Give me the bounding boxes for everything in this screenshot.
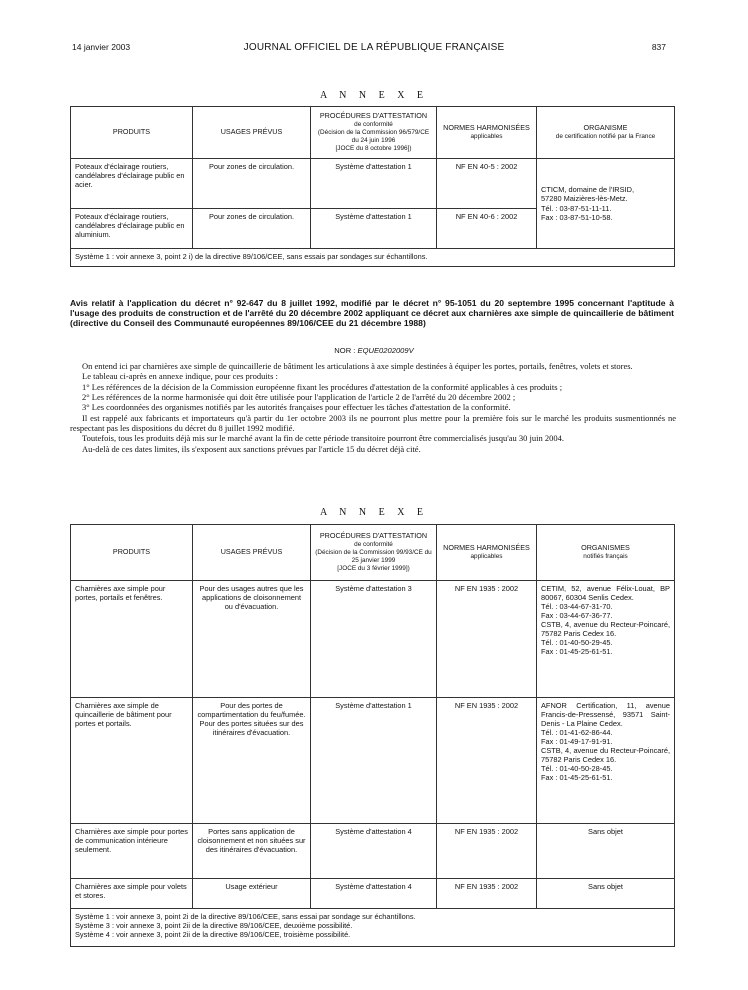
col-procedures-sub2: (Décision de la Commission 99/93/CE du 25 janvier 1999 bbox=[315, 549, 432, 564]
avis-body bbox=[70, 361, 676, 454]
col-procedures-sub3: [JOCE du 3 février 1999]) bbox=[337, 564, 410, 572]
cell-procedure: Système d'attestation 3 bbox=[311, 581, 437, 698]
paragraph: On entend ici par charnières axe simple de quincaillerie de bâtiment les articulations à axe simple destinées à équiper les portes, portails, fenêtres, volets et stores. bbox=[82, 361, 633, 371]
organisme-line: Tél. : 03-44-67-31-70. bbox=[541, 602, 613, 612]
col-normes bbox=[437, 525, 537, 581]
cell-usage: Usage extérieur bbox=[193, 879, 311, 909]
col-normes-sub: applicables bbox=[470, 132, 503, 140]
annex-2-note: Système 4 : voir annexe 3, point 2ii de la directive 89/106/CEE, troisième possibilité. bbox=[75, 930, 351, 940]
col-procedures bbox=[311, 525, 437, 581]
annex-2-title: A N N E X E bbox=[319, 507, 429, 518]
annex-1-note: Système 1 : voir annexe 3, point 2 i) de la directive 89/106/CEE, sans essais par sondages sur échantillons. bbox=[71, 249, 675, 267]
col-normes-sub: applicables bbox=[470, 552, 503, 560]
annex-1-header-row bbox=[71, 107, 675, 159]
cell-produit: Poteaux d'éclairage routiers, candélabres d'éclairage public en aluminium. bbox=[71, 209, 193, 249]
organisme-line: Fax : 01-45-25-61-51. bbox=[541, 647, 613, 657]
organisme-line: Tél. : 01-40-50-28-45. bbox=[541, 764, 613, 774]
cell-usage: Pour zones de circulation. bbox=[193, 159, 311, 209]
cell-produit: Poteaux d'éclairage routiers, candélabres d'éclairage public en acier. bbox=[71, 159, 193, 209]
annex-2-note: Système 1 : voir annexe 3, point 2i de la directive 89/106/CEE, sans essai par sondage sur échantillons. bbox=[75, 912, 416, 921]
table-row bbox=[71, 698, 675, 824]
organisme-line: Fax : 03-87-51-10-58. bbox=[541, 212, 613, 222]
nor-value: EQUE0202009V bbox=[357, 346, 414, 355]
col-usages: USAGES PRÉVUS bbox=[193, 107, 311, 159]
col-procedures-sub1: de conformité bbox=[354, 121, 393, 129]
col-organisme bbox=[537, 525, 675, 581]
avis-title: Avis relatif à l'application du décret n° 92-647 du 8 juillet 1992, modifié par le décret n° 95-1051 du 20 septembre 1995 concernant l'aptitude à l'usage des produits de construction et de l'arrêté du 20 décembre 2002 appliquant ce décret aux charnières axe simple de quincaillerie de bâtiment (directive du Conseil des Communauté européennes 89/106/CEE du 21 décembre 1988) bbox=[70, 298, 674, 329]
col-organisme-sub: notifiés français bbox=[583, 552, 628, 560]
cell-procedure: Système d'attestation 4 bbox=[311, 879, 437, 909]
cell-procedure: Système d'attestation 4 bbox=[311, 824, 437, 879]
annex-2-header-row bbox=[71, 525, 675, 581]
organisme-line: Tél. : 03-87-51-11-11. bbox=[541, 203, 612, 213]
cell-norme: NF EN 1935 : 2002 bbox=[437, 698, 537, 824]
col-procedures-sub2: (Décision de la Commission 96/579/CE du 24 juin 1996 bbox=[317, 129, 430, 144]
cell-produit: Charnières axe simple pour volets et stores. bbox=[71, 879, 193, 909]
cell-produit: Charnières axe simple de quincaillerie de bâtiment pour portes et portails. bbox=[71, 698, 193, 824]
cell-organisme bbox=[537, 159, 675, 249]
cell-usage: Portes sans application de cloisonnement et non situées sur des itinéraires d'évacuation. bbox=[193, 824, 311, 879]
header-date: 14 janvier 2003 bbox=[72, 42, 131, 52]
table-row bbox=[71, 879, 675, 909]
annex-2-notes-row bbox=[71, 909, 675, 947]
col-normes-title: NORMES HARMONISÉES bbox=[443, 123, 530, 133]
col-organisme-title: ORGANISME bbox=[583, 123, 628, 133]
nor-label: NOR : bbox=[334, 346, 356, 355]
annex-2-table bbox=[70, 524, 675, 947]
col-organisme-title: ORGANISMES bbox=[581, 543, 630, 553]
col-procedures-sub3: [JOCE du 8 octobre 1996]) bbox=[335, 144, 412, 152]
cell-usage: Pour des usages autres que les applications de cloisonnement ou d'évacuation. bbox=[193, 581, 311, 698]
paragraph: Il est rappelé aux fabricants et importateurs qu'à partir du 1er octobre 2003 ils ne pourront plus mettre pour la première fois sur le marché les produits susmentionnés ne respectant pas les dispositions du décret du 8 juillet 1992 modifié. bbox=[70, 412, 676, 433]
table-row bbox=[71, 581, 675, 698]
cell-organisme: Sans objet bbox=[537, 879, 675, 909]
organisme-line: CTICM, domaine de l'IRSID, bbox=[541, 185, 635, 195]
col-produits: PRODUITS bbox=[71, 107, 193, 159]
organisme-line: Fax : 03-44-67-36-77. bbox=[541, 611, 613, 621]
annex-1-table bbox=[70, 106, 675, 267]
cell-usage: Pour des portes de compartimentation du feu/fumée. Pour des portes situées sur des itinéraires d'évacuation. bbox=[193, 698, 311, 824]
organisme-line: AFNOR Certification, 11, avenue Francis-de-Pressensé, 93571 Saint-Denis - La Plaine Cedex. bbox=[541, 701, 670, 729]
cell-organisme bbox=[537, 698, 675, 824]
annex-1-title: A N N E X E bbox=[319, 90, 429, 101]
annex-2-notes bbox=[71, 909, 675, 947]
cell-norme: NF EN 1935 : 2002 bbox=[437, 581, 537, 698]
paragraph: 3° Les coordonnées des organismes notifiés par les autorités françaises pour effectuer les tâches d'attestation de la conformité. bbox=[82, 402, 511, 413]
organisme-line: Fax : 01-49-17-91-91. bbox=[541, 737, 613, 747]
cell-organisme: Sans objet bbox=[537, 824, 675, 879]
col-procedures-title: PROCÉDURES D'ATTESTATION bbox=[319, 111, 428, 121]
cell-procedure: Système d'attestation 1 bbox=[311, 698, 437, 824]
organisme-line: CSTB, 4, avenue du Recteur-Poincaré, 75782 Paris Cedex 16. bbox=[541, 746, 670, 765]
col-procedures bbox=[311, 107, 437, 159]
nor-reference bbox=[0, 346, 748, 355]
cell-norme: NF EN 1935 : 2002 bbox=[437, 824, 537, 879]
cell-usage: Pour zones de circulation. bbox=[193, 209, 311, 249]
col-procedures-title: PROCÉDURES D'ATTESTATION bbox=[319, 531, 428, 541]
cell-organisme bbox=[537, 581, 675, 698]
page-number: 837 bbox=[651, 42, 666, 52]
col-organisme-sub: de certification notifié par la France bbox=[555, 132, 656, 140]
journal-title: JOURNAL OFFICIEL DE LA RÉPUBLIQUE FRANÇAISE bbox=[243, 42, 505, 53]
cell-norme: NF EN 40-6 : 2002 bbox=[437, 209, 537, 249]
col-organisme bbox=[537, 107, 675, 159]
paragraph: Le tableau ci-après en annexe indique, pour ces produits : bbox=[82, 371, 278, 382]
paragraph: 2° Les références de la norme harmonisée qui doit être utilisée pour l'application de l'article 2 de l'arrêté du 20 décembre 2002 ; bbox=[82, 391, 516, 402]
cell-produit: Charnières axe simple pour portes de communication intérieure seulement. bbox=[71, 824, 193, 879]
col-produits: PRODUITS bbox=[71, 525, 193, 581]
col-usages: USAGES PRÉVUS bbox=[193, 525, 311, 581]
col-procedures-sub1: de conformité bbox=[354, 541, 393, 549]
cell-produit: Charnières axe simple pour portes, portails et fenêtres. bbox=[71, 581, 193, 698]
organisme-line: CETIM, 52, avenue Félix-Louat, BP 80067, 60304 Senlis Cedex. bbox=[541, 584, 670, 603]
organisme-line: 57280 Maizières-lès-Metz. bbox=[541, 194, 628, 204]
table-row bbox=[71, 824, 675, 879]
organisme-line: Tél. : 01-41-62-86-44. bbox=[541, 728, 613, 738]
cell-norme: NF EN 40-5 : 2002 bbox=[437, 159, 537, 209]
organisme-line: Fax : 01-45-25-61-51. bbox=[541, 773, 613, 783]
organisme-line: CSTB, 4, avenue du Recteur-Poincaré, 75782 Paris Cedex 16. bbox=[541, 620, 670, 639]
cell-norme: NF EN 1935 : 2002 bbox=[437, 879, 537, 909]
col-normes bbox=[437, 107, 537, 159]
cell-procedure: Système d'attestation 1 bbox=[311, 159, 437, 209]
cell-procedure: Système d'attestation 1 bbox=[311, 209, 437, 249]
paragraph: Au-delà de ces dates limites, ils s'exposent aux sanctions prévues par l'article 15 du décret déjà cité. bbox=[82, 443, 421, 454]
annex-2-note: Système 3 : voir annexe 3, point 2ii de la directive 89/106/CEE, deuxième possibilité. bbox=[75, 921, 353, 931]
paragraph: 1° Les références de la décision de la Commission européenne fixant les procédures d'attestation de la conformité applicables à ces produits ; bbox=[82, 381, 563, 392]
organisme-line: Tél. : 01-40-50-29-45. bbox=[541, 638, 613, 648]
col-normes-title: NORMES HARMONISÉES bbox=[443, 543, 530, 553]
annex-1-note-row bbox=[71, 249, 675, 267]
table-row bbox=[71, 159, 675, 209]
paragraph: Toutefois, tous les produits déjà mis sur le marché avant la fin de cette période transitoire pourront être commercialisés jusqu'au 30 juin 2004. bbox=[82, 433, 564, 444]
